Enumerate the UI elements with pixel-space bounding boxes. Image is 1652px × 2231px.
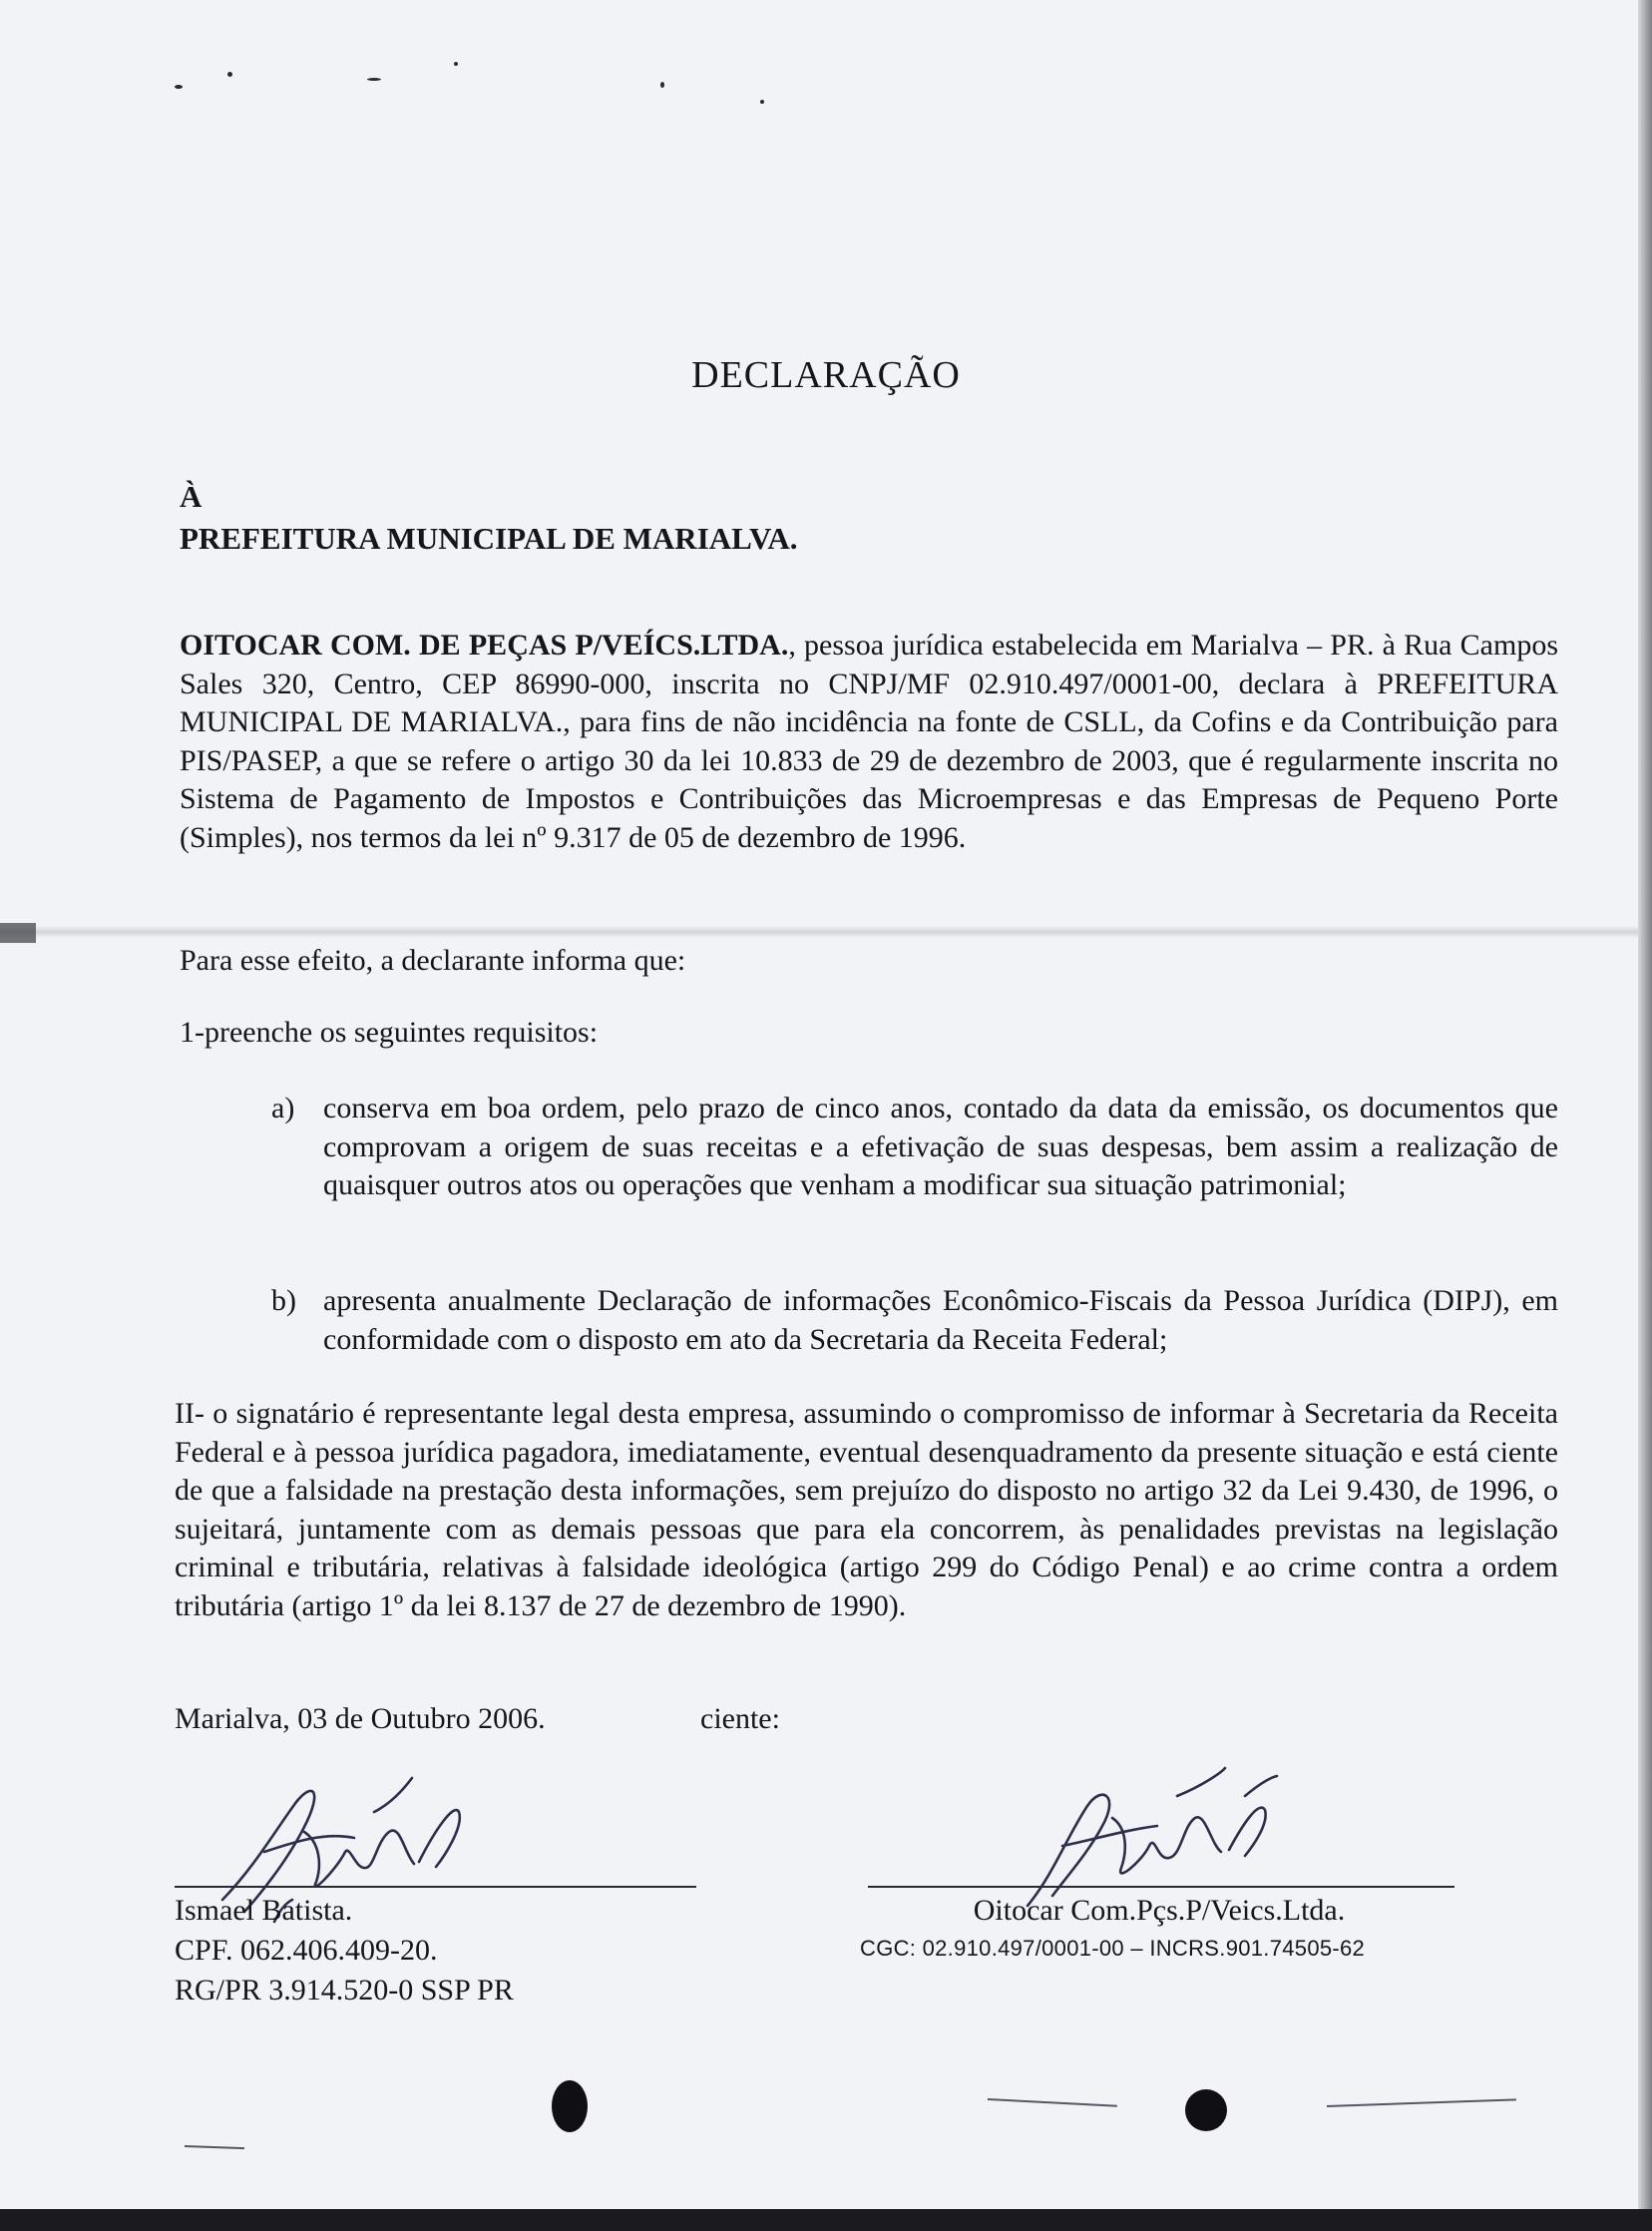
- paragraph-declaration-text: , pessoa jurídica estabelecida em Marialva – PR. à Rua Campos Sales 320, Centro, CEP 86990-000, inscrita no CNPJ/MF 02.910.497/0001-00, declara à PREFEITURA MUNICIPAL DE MARIALVA., para fins de não incidência na fonte de CSLL, da Cofins e da Contribuição para PIS/PASEP, a que se refere o artigo 30 da lei 10.833 de 29 de dezembro de 2003, que é regularmente inscrita no Sistema de Pagamento de Impostos e Contribuições das Microempresas e das Empresas de Pequeno Porte (Simples), nos termos da lei nº 9.317 de 05 de dezembro de 1996.: [180, 629, 1559, 854]
- signature-line-left: [175, 1886, 696, 1888]
- ciente-label: ciente:: [700, 1702, 780, 1735]
- signature-line-right: [868, 1886, 1454, 1888]
- scan-speck: [227, 72, 232, 77]
- scan-stroke: [988, 2098, 1117, 2107]
- scan-speck: [660, 82, 664, 88]
- signatory-right: [860, 1891, 1458, 1967]
- signatory-rg: RG/PR 3.914.520-0 SSP PR: [175, 1974, 514, 2007]
- company-cgc: CGC: 02.910.497/0001-00 – INCRS.901.74505-62: [860, 1936, 1366, 1961]
- scan-stroke: [1327, 2098, 1516, 2107]
- list-item: [271, 1282, 1558, 1359]
- list-item-mark: b): [271, 1284, 296, 1317]
- place-date: Marialva, 03 de Outubro 2006.: [175, 1702, 546, 1735]
- paragraph-signatory: II- o signatário é representante legal desta empresa, assumindo o compromisso de informar à Secretaria da Receita Federal e à pessoa jurídica pagadora, imediatamente, eventual desenquadramento da presente situação e está ciente de que a falsidade na prestação desta informações, sem prejuízo do disposto no artigo 32 da Lei 9.430, de 1996, o sujeitará, juntamente com as demais pessoas que para ela concorrem, às penalidades previstas na legislação criminal e tributária, relativas à falsidade ideológica (artigo 299 do Código Penal) e ao crime contra a ordem tributária (artigo 1º da lei 8.137 de 27 de dezembro de 1990).: [175, 1397, 1558, 1622]
- scan-edge-right: [1638, 0, 1652, 2231]
- list-item: [271, 1090, 1558, 1205]
- signatory-left: [175, 1891, 514, 2010]
- list-item-text: conserva em boa ordem, pelo prazo de cinco anos, contado da data da emissão, os documentos que comprovam a origem de suas receitas e a efetivação de suas despesas, bem assim a realização de quaisquer outros atos ou operações que venham a modificar sua situação patrimonial;: [323, 1092, 1558, 1201]
- paragraph-requirements: 1-preenche os seguintes requisitos:: [180, 1016, 599, 1049]
- paragraph-declaration: [180, 627, 1558, 857]
- signatory-cpf: CPF. 062.406.409-20.: [175, 1934, 438, 1967]
- scan-speck: [760, 100, 764, 104]
- punch-hole-left: [552, 2080, 588, 2132]
- scan-edge-bottom: [0, 2209, 1652, 2231]
- scan-speck: [175, 85, 183, 89]
- addressee-prefix: À: [180, 479, 203, 514]
- scan-stroke: [185, 2145, 244, 2149]
- list-item-text: apresenta anualmente Declaração de informações Econômico-Fiscais da Pessoa Jurídica (DIPJ), em conformidade com o disposto em ato da Secretaria da Receita Federal;: [323, 1284, 1558, 1356]
- addressee-block: [180, 476, 798, 560]
- signatory-name: Ismael Batista.: [175, 1894, 353, 1927]
- scan-speck: [367, 78, 381, 81]
- punch-hole-right: [1185, 2089, 1227, 2131]
- paper-fold-line: [0, 926, 1638, 938]
- list-item-mark: a): [271, 1092, 295, 1124]
- paper-fold-shadow: [0, 923, 36, 943]
- scan-speck: [454, 62, 458, 66]
- company-signature-name: Oitocar Com.Pçs.P/Veics.Ltda.: [973, 1894, 1346, 1927]
- company-name: OITOCAR COM. DE PEÇAS P/VEÍCS.LTDA.: [180, 629, 789, 662]
- addressee-name: PREFEITURA MUNICIPAL DE MARIALVA.: [180, 521, 798, 556]
- document-title: DECLARAÇÃO: [691, 354, 961, 396]
- paragraph-effect: Para esse efeito, a declarante informa que:: [180, 944, 686, 977]
